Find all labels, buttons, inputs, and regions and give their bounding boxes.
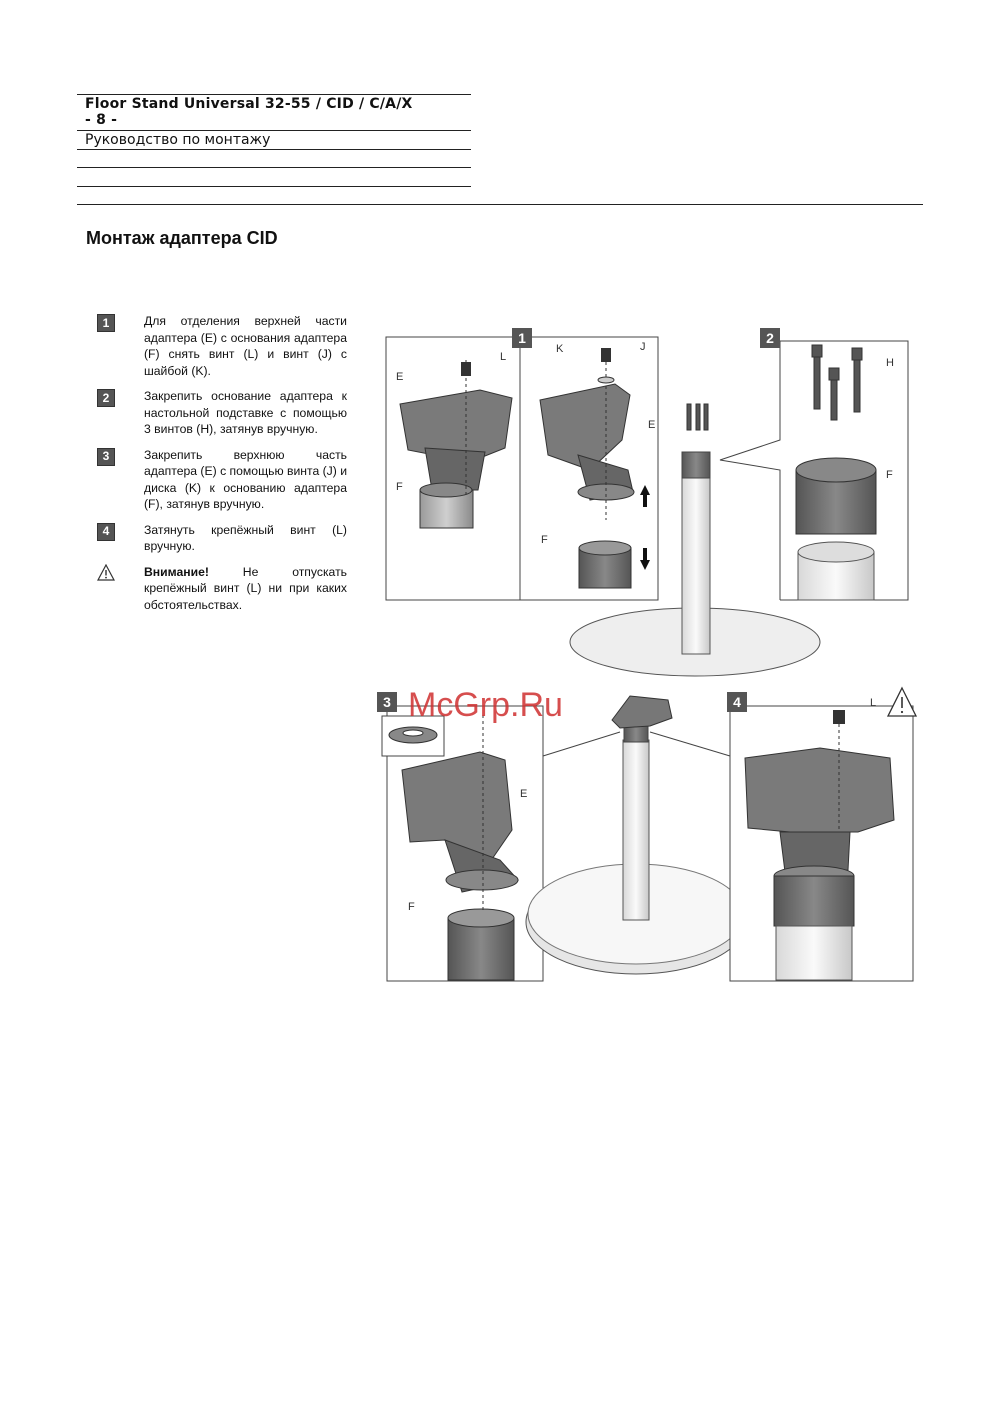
svg-text:E: E: [648, 419, 656, 431]
watermark-text: McGrp.Ru: [408, 686, 563, 724]
svg-text:L: L: [500, 351, 507, 363]
svg-text:L: L: [870, 697, 877, 709]
warning-label: Внимание!: [144, 564, 209, 579]
adapter-base-small: [682, 452, 710, 478]
header-subtitle: Руководство по монтажу: [85, 132, 271, 148]
header-product: Floor Stand Universal 32-55 / CID / C/A/X: [85, 96, 413, 112]
step-number-badge: 4: [97, 523, 115, 541]
step-text: Затянуть крепёжный винт (L) вручную.: [144, 522, 347, 553]
step-number-badge: 1: [97, 314, 115, 332]
panel-4-warning-icon: [888, 688, 916, 716]
svg-text:F: F: [886, 469, 893, 481]
svg-text:F: F: [408, 901, 415, 913]
warning-body: Не отпускать крепёжный винт (L) ни при каких обстоятельствах.: [144, 564, 347, 612]
svg-text:2: 2: [766, 330, 774, 346]
step-number-badge: 3: [97, 448, 115, 466]
page-title: Монтаж адаптера CID: [86, 228, 278, 248]
step-number-badge: 2: [97, 389, 115, 407]
stand-pole-top: [682, 478, 710, 654]
svg-text:J: J: [640, 341, 646, 353]
svg-text:H: H: [886, 357, 894, 369]
svg-text:K: K: [556, 343, 564, 355]
svg-text:E: E: [520, 788, 528, 800]
svg-text:4: 4: [733, 694, 741, 710]
svg-text:F: F: [541, 534, 548, 546]
svg-text:1: 1: [518, 330, 526, 346]
svg-text:E: E: [396, 371, 404, 383]
step-text: Закрепить основание адаптера к настольной подставке с помощью 3 винтов (H), затянув вручную.: [144, 389, 347, 436]
svg-text:3: 3: [383, 694, 391, 710]
header-page-number: - 8 -: [85, 112, 118, 128]
step-text: Закрепить верхнюю часть адаптера (E) с помощью винта (J) и диска (K) к основанию адаптера (F), затянув вручную.: [144, 447, 348, 511]
step-text: Для отделения верхней части адаптера (E) с основания адаптера (F) снять винт (L) и винт (J) с шайбой (K).: [144, 314, 347, 378]
svg-text:F: F: [396, 481, 403, 493]
